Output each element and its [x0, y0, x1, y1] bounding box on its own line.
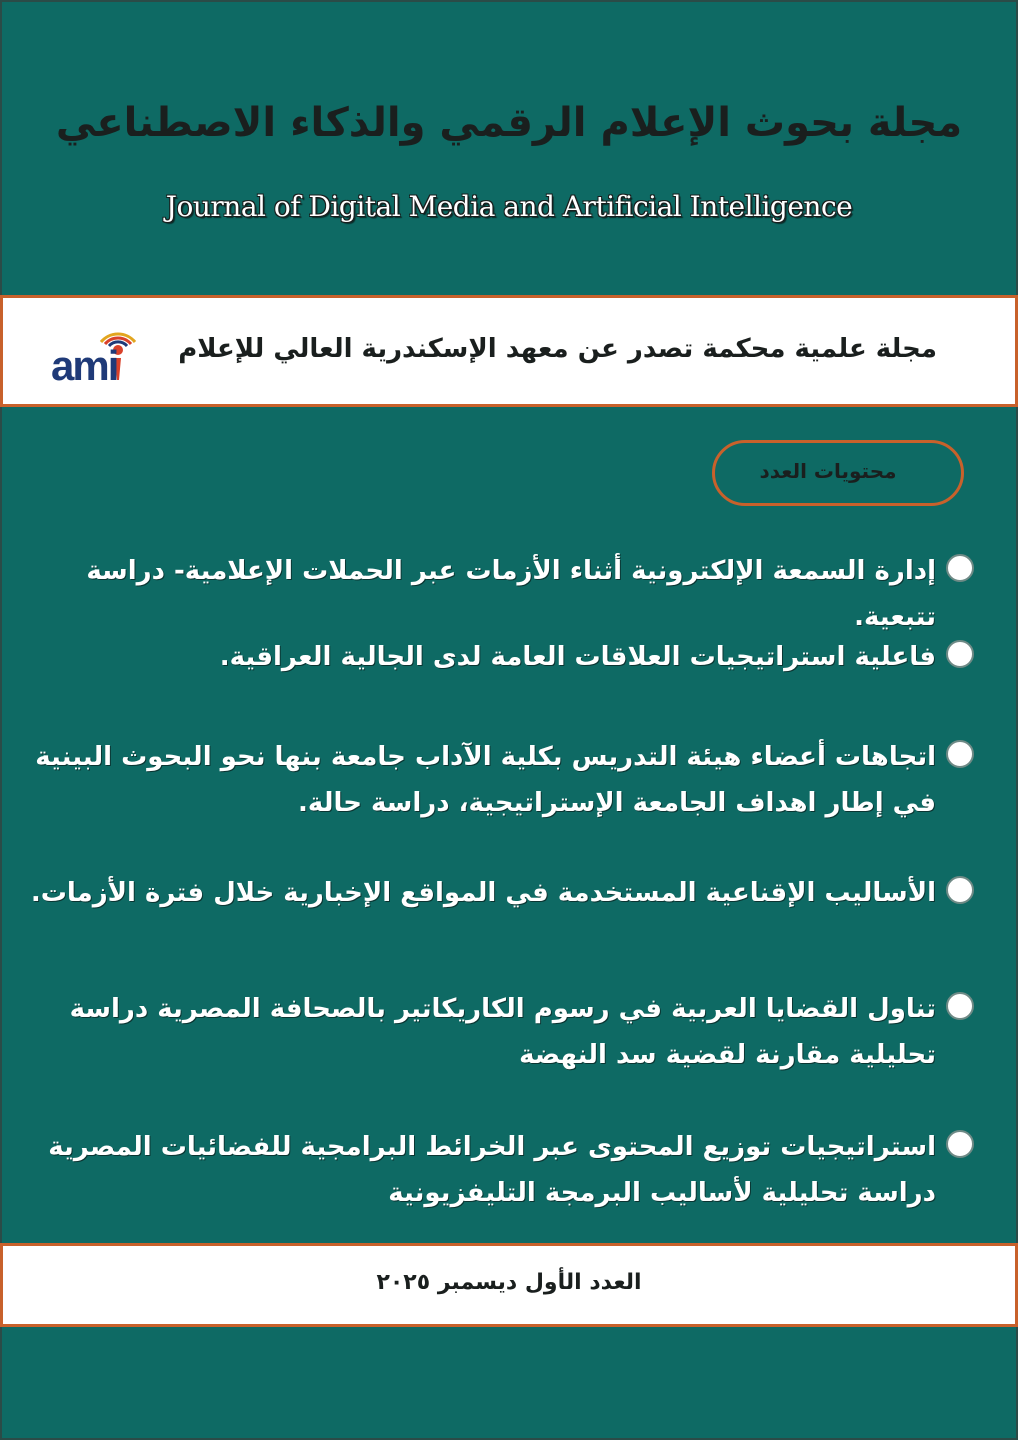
bullet-icon	[946, 640, 974, 668]
contents-item-text: إدارة السمعة الإلكترونية أثناء الأزمات عبر الحملات الإعلامية- دراسة تتبعية.	[86, 556, 936, 632]
issue-date: العدد الأول ديسمبر ٢٠٢٥	[376, 1270, 642, 1295]
contents-item-text: تناول القضايا العربية في رسوم الكاريكاتير بالصحافة المصرية دراسة تحليلية مقارنة لقضية سد النهضة	[69, 994, 936, 1070]
issue-band	[0, 1243, 1018, 1327]
contents-heading-pill	[712, 440, 964, 506]
ami-logo	[51, 312, 141, 392]
bullet-icon	[946, 992, 974, 1020]
bullet-icon	[946, 554, 974, 582]
contents-item-text: الأساليب الإقناعية المستخدمة في المواقع الإخبارية خلال فترة الأزمات.	[30, 878, 936, 908]
bullet-icon	[946, 876, 974, 904]
bullet-icon	[946, 740, 974, 768]
contents-item-text: فاعلية استراتيجيات العلاقات العامة لدى الجالية العراقية.	[219, 642, 936, 672]
logo-text: ami	[51, 342, 118, 389]
contents-item-text: اتجاهات أعضاء هيئة التدريس بكلية الآداب جامعة بنها نحو البحوث البينية في إطار اهداف الجامعة الإستراتيجية، دراسة حالة.	[35, 742, 936, 818]
publisher-subtitle: مجلة علمية محكمة تصدر عن معهد الإسكندرية العالي للإعلام	[178, 334, 937, 364]
journal-title-arabic: مجلة بحوث الإعلام الرقمي والذكاء الاصطناعي	[55, 100, 963, 146]
publisher-band	[0, 295, 1018, 407]
journal-title-english: Journal of Digital Media and Artificial Intelligence	[165, 190, 853, 223]
contents-heading: محتويات العدد	[759, 459, 897, 483]
bullet-icon	[946, 1130, 974, 1158]
contents-item-text: استراتيجيات توزيع المحتوى عبر الخرائط البرامجية للفضائيات المصرية دراسة تحليلية لأساليب البرمجة التليفزيونية	[48, 1132, 936, 1208]
